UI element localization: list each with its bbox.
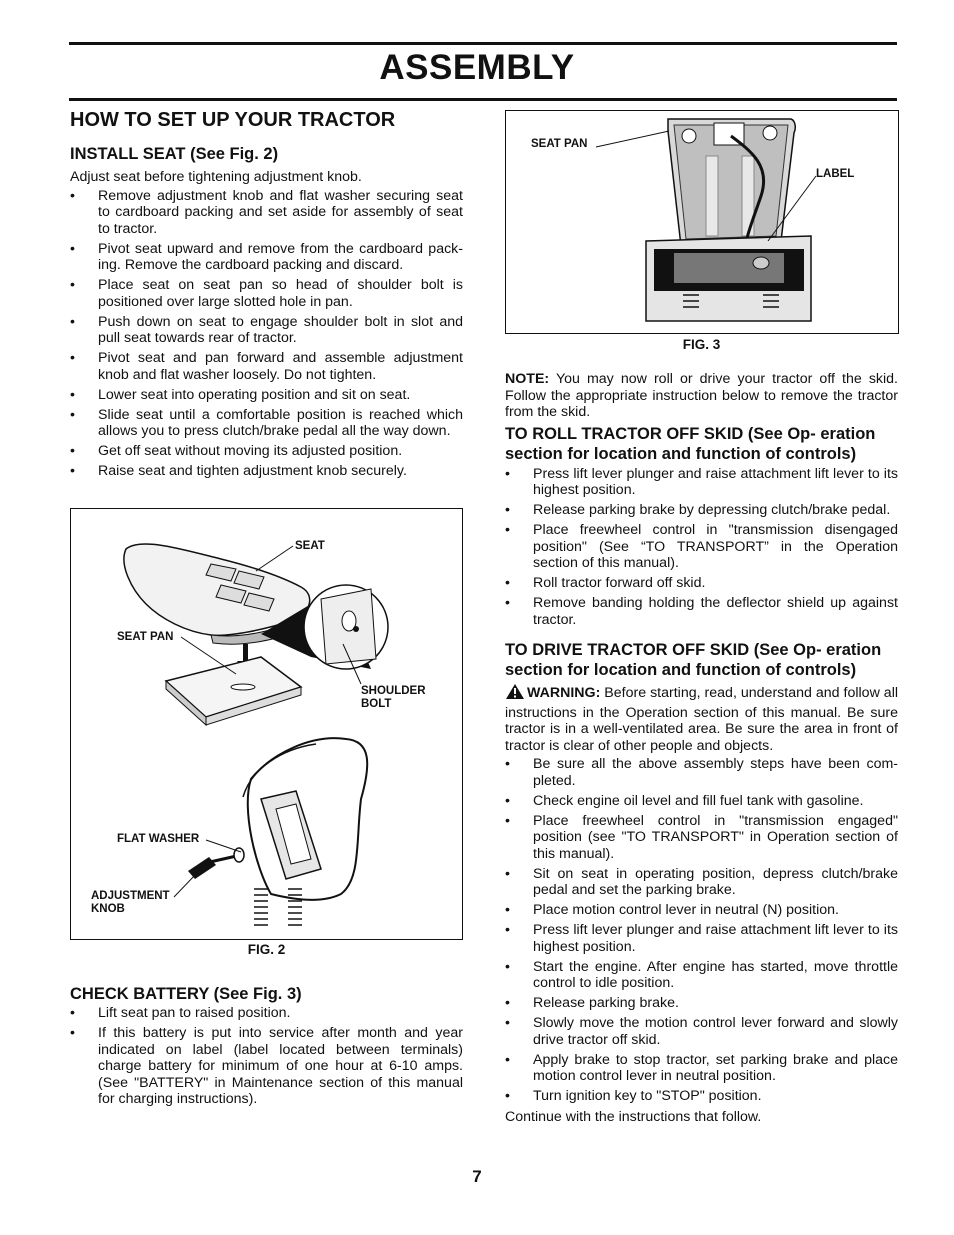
page-title: ASSEMBLY: [379, 48, 575, 87]
top-rule: [69, 42, 897, 45]
list-item: • Release parking brake by depressing clutch/brake pedal.: [505, 502, 898, 519]
install-seat-steps: [70, 188, 463, 480]
list-item: • Turn ignition key to "STOP" position.: [505, 1088, 898, 1105]
title-underline: [69, 98, 897, 101]
warning-icon: [505, 683, 525, 705]
note-label: NOTE:: [505, 371, 550, 387]
list-item: • Place seat on seat pan so head of shoulder bolt is positioned over large slotted hole in pan.: [70, 277, 463, 310]
list-item: • Lift seat pan to raised position.: [70, 1005, 463, 1022]
note-text: You may now roll or drive your tractor off the skid. Follow the appropriate instruction below to remove the tractor from the skid.: [505, 371, 898, 420]
list-item: • Place freewheel control in "transmission engaged" position (see "TO TRANSPORT" in Operation section of this manual).: [505, 813, 898, 863]
drive-off-steps: [505, 756, 898, 1105]
list-item: • Be sure all the above assembly steps have been com- pleted.: [505, 756, 898, 789]
label-shoulder-bolt-1: SHOULDER: [361, 685, 426, 697]
label-shoulder-bolt-2: BOLT: [361, 698, 392, 710]
drive-off-heading: TO DRIVE TRACTOR OFF SKID (See Op- eration section for location and function of controls): [505, 641, 882, 679]
list-item: • Sit on seat in operating position, depress clutch/brake pedal and set the parking brake.: [505, 866, 898, 899]
install-seat-heading: INSTALL SEAT (See Fig. 2): [70, 145, 279, 163]
list-item: • Pivot seat and pan forward and assemble adjustment knob and flat washer loosely. Do not tighten.: [70, 350, 463, 383]
check-battery-heading: CHECK BATTERY (See Fig. 3): [70, 985, 302, 1003]
roll-off-steps: [505, 466, 898, 629]
seat-assembly-illustration: [71, 509, 462, 939]
list-item: • Roll tractor forward off skid.: [505, 575, 898, 592]
list-item: • Slide seat until a comfortable position is reached which allows you to press clutch/brake pedal all the way down.: [70, 407, 463, 440]
list-item: • Lower seat into operating position and sit on seat.: [70, 387, 463, 404]
label-flat-washer: FLAT WASHER: [117, 833, 200, 845]
label-adjustment-knob-2: KNOB: [91, 903, 125, 915]
figure-2-caption: FIG. 2: [247, 942, 286, 957]
warning-text: Before starting, read, understand and follow all instructions in the Operation section of this manual. Be sure tractor is in a well-ventilated area. Be sure the area in front of tractor is clear of other people and objects.: [505, 685, 898, 754]
list-item: • Press lift lever plunger and raise attachment lift lever to its highest position.: [505, 466, 898, 499]
label-seat-pan: SEAT PAN: [117, 631, 174, 643]
list-item: • Pivot seat upward and remove from the cardboard pack- ing. Remove the cardboard packing and discard.: [70, 241, 463, 274]
list-item: • Place freewheel control in "transmission disengaged position" (See “TO TRANSPORT” in the Operation section of this manual).: [505, 522, 898, 572]
list-item: • Place motion control lever in neutral (N) position.: [505, 902, 898, 919]
figure-3: [505, 110, 899, 334]
section-title: HOW TO SET UP YOUR TRACTOR: [70, 109, 396, 131]
list-item: • Slowly move the motion control lever forward and slowly drive tractor off skid.: [505, 1015, 898, 1048]
list-item: • Raise seat and tighten adjustment knob securely.: [70, 463, 463, 480]
list-item: • Release parking brake.: [505, 995, 898, 1012]
left-column: [70, 106, 463, 483]
list-item: • Push down on seat to engage shoulder bolt in slot and pull seat towards rear of tractor.: [70, 314, 463, 347]
list-item: • Remove banding holding the deflector shield up against tractor.: [505, 595, 898, 628]
check-battery-steps: [70, 1005, 463, 1108]
note-paragraph: [505, 371, 898, 421]
list-item: • Start the engine. After engine has started, move throttle control to idle position.: [505, 959, 898, 992]
list-item: • Check engine oil level and fill fuel tank with gasoline.: [505, 793, 898, 810]
page-number: 7: [472, 1167, 482, 1186]
list-item: • If this battery is put into service after month and year indicated on label (label located between terminals) charge battery for minimum of one hour at 6-10 amps. (See "BATTERY" in Maintenance section of this manual for charging instructions).: [70, 1025, 463, 1108]
list-item: • Remove adjustment knob and flat washer securing seat to cardboard packing and set aside for assembly of seat to tractor.: [70, 188, 463, 238]
right-column-text: [505, 371, 898, 1125]
figure-2: [70, 508, 463, 940]
label-seat-pan-fig3: SEAT PAN: [531, 138, 588, 150]
install-seat-intro: Adjust seat before tightening adjustment knob.: [70, 169, 362, 185]
figure-3-caption: FIG. 3: [682, 337, 721, 352]
list-item: • Get off seat without moving its adjusted position.: [70, 443, 463, 460]
label-label-fig3: LABEL: [816, 168, 855, 180]
warning-paragraph: [505, 683, 898, 754]
continue-note: Continue with the instructions that follow.: [505, 1108, 762, 1125]
roll-off-heading: TO ROLL TRACTOR OFF SKID (See Op- eration section for location and function of controls): [505, 424, 876, 463]
check-battery-section: [70, 984, 463, 1111]
list-item: • Press lift lever plunger and raise attachment lift lever to its highest position.: [505, 922, 898, 955]
label-adjustment-knob-1: ADJUSTMENT: [91, 890, 170, 902]
list-item: • Apply brake to stop tractor, set parking brake and place motion control lever in neutral position.: [505, 1052, 898, 1085]
label-seat: SEAT: [295, 540, 325, 552]
warning-label: WARNING:: [527, 685, 601, 701]
